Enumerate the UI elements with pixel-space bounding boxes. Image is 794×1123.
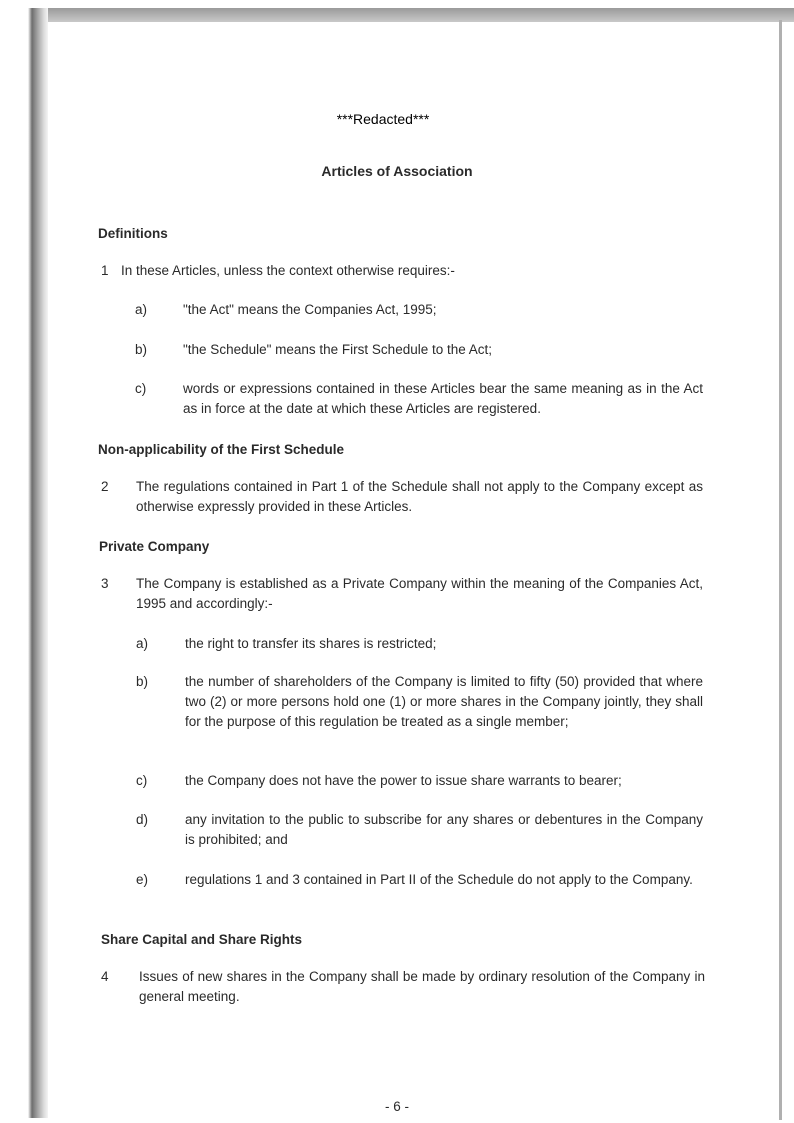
scan-right-edge — [779, 20, 782, 1120]
heading-definitions: Definitions — [98, 226, 168, 241]
clause-number: 3 — [101, 576, 109, 591]
scan-top-edge — [15, 8, 794, 22]
item-label: d) — [136, 812, 149, 827]
page-number: - 6 - — [384, 1099, 409, 1114]
document-title: Articles of Association — [321, 163, 473, 179]
clause-text: The regulations contained in Part 1 of the Schedule shall not apply to the Company except as otherwise expressly provided in these Articles. — [136, 479, 703, 514]
redacted-notice: ***Redacted*** — [336, 111, 430, 127]
clause-number: 1 — [101, 263, 109, 278]
item-label: c) — [135, 381, 147, 396]
item-text: the Company does not have the power to issue share warrants to bearer; — [185, 773, 622, 788]
item-text: words or expressions contained in these Articles bear the same meaning as in the Act as in force at the date at which these Articles are registered. — [183, 381, 703, 416]
clause-text: The Company is established as a Private Company within the meaning of the Companies Act, 1995 and accordingly:- — [136, 576, 703, 611]
item-text: any invitation to the public to subscribe for any shares or debentures in the Company is prohibited; and — [185, 812, 703, 847]
item-label: a) — [135, 302, 148, 317]
item-label: b) — [136, 674, 149, 689]
item-label: c) — [136, 773, 148, 788]
item-text: regulations 1 and 3 contained in Part II of the Schedule do not apply to the Company. — [185, 872, 693, 887]
item-text: the number of shareholders of the Company is limited to fifty (50) provided that where two (2) or more persons hold one (1) or more shares in the Company jointly, they shall for the purpose of this regulation be treated as a single member; — [185, 674, 703, 729]
clause-text: In these Articles, unless the context otherwise requires:- — [121, 263, 455, 278]
item-text: the right to transfer its shares is restricted; — [185, 636, 437, 651]
item-label: a) — [136, 636, 149, 651]
heading-non-applicability: Non-applicability of the First Schedule — [98, 442, 345, 457]
item-label: e) — [136, 872, 149, 887]
item-text: "the Schedule" means the First Schedule to the Act; — [183, 342, 493, 357]
scan-binding-shadow — [0, 8, 48, 1118]
clause-text: Issues of new shares in the Company shall be made by ordinary resolution of the Company in general meeting. — [139, 969, 705, 1004]
heading-share-capital: Share Capital and Share Rights — [101, 932, 303, 947]
heading-private-company: Private Company — [99, 539, 210, 554]
clause-number: 2 — [101, 479, 109, 494]
item-text: "the Act" means the Companies Act, 1995; — [183, 302, 437, 317]
clause-number: 4 — [101, 969, 109, 984]
item-label: b) — [135, 342, 148, 357]
